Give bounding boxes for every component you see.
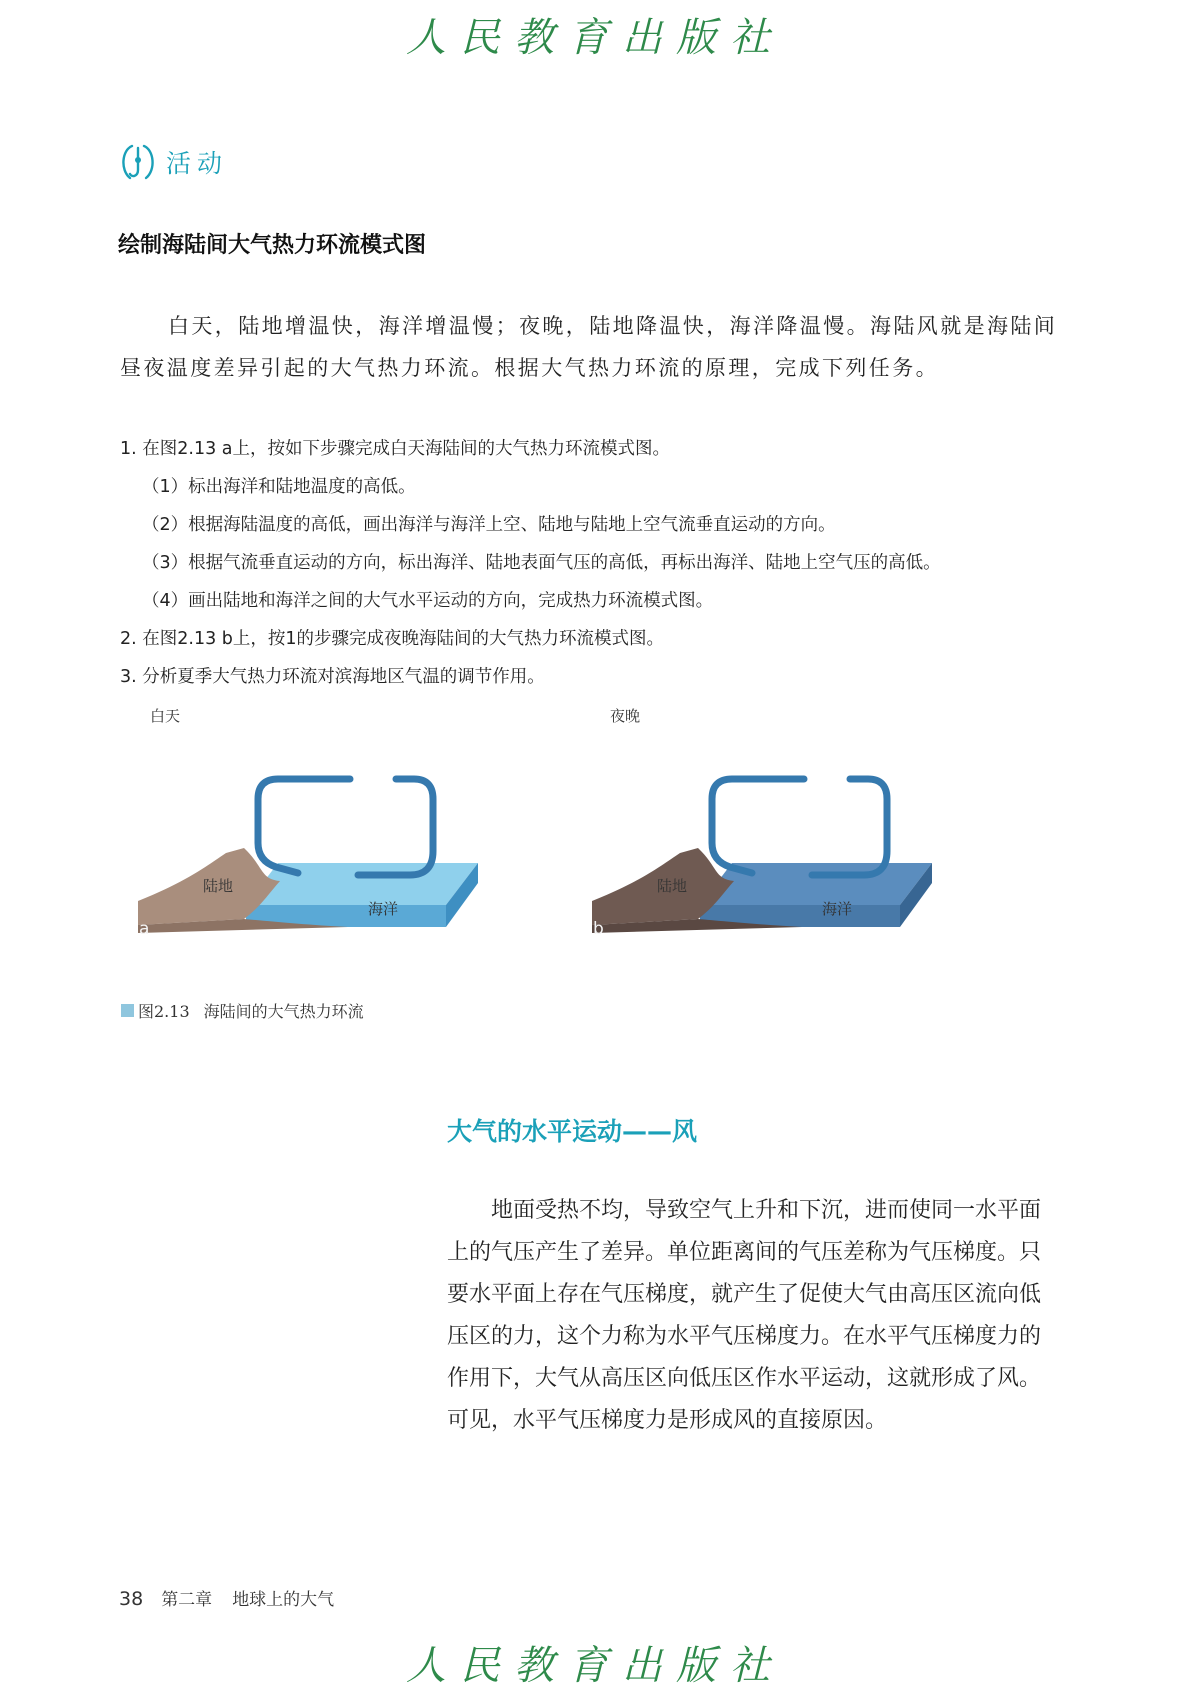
land-label: 陆地 [657, 877, 688, 895]
sea-label: 海洋 [368, 900, 399, 918]
task-item: 1. 在图2.13 a上，按如下步骤完成白天海陆间的大气热力环流模式图。 [120, 439, 671, 459]
body-paragraph: 地面受热不均，导致空气上升和下沉，进而使同一水平面上的气压产生了差异。单位距离间的气压差称为气压梯度。只要水平面上存在气压梯度，就产生了促使大气由高压区流向低压区的力，这个力称为水平气压梯度力。在水平气压梯度力的作用下，大气从高压区向低压区作水平运动，这就形成了风。可见，水平气压梯度力是形成风的直接原因。 [447, 1198, 1042, 1433]
figure-letter: a [139, 919, 150, 939]
figure-time-label: 夜晚 [610, 707, 641, 725]
page-footer [119, 1585, 334, 1610]
publisher-watermark-top: 人民教育出版社 [406, 15, 784, 61]
caption-number: 图2.13 [138, 1002, 190, 1021]
section-body [447, 1190, 1059, 1442]
task-subitem: （3）根据气流垂直运动的方向，标出海洋、陆地表面气压的高低，再标出海洋、陆地上空气压的高低。 [142, 553, 941, 573]
activity-header [118, 140, 228, 184]
task-subitem: （4）画出陆地和海洋之间的大气水平运动的方向，完成热力环流模式图。 [142, 591, 714, 611]
page-number: 38 [119, 1588, 144, 1610]
figure-caption [121, 999, 364, 1022]
sea-label: 海洋 [822, 900, 853, 918]
land-label: 陆地 [203, 877, 234, 895]
task-item: 2. 在图2.13 b上，按1的步骤完成夜晚海陆间的大气热力环流模式图。 [120, 629, 665, 649]
chapter-number: 第二章 [161, 1590, 213, 1610]
intro-paragraph: 白天，陆地增温快，海洋增温慢；夜晚，陆地降温快，海洋降温慢。海陆风就是海陆间昼夜温度差异引起的大气热力环流。根据大气热力环流的原理，完成下列任务。 [120, 314, 1058, 380]
activity-intro [120, 305, 1070, 389]
task-subitem: （2）根据海陆温度的高低，画出海洋与海洋上空、陆地与陆地上空气流垂直运动的方向。 [142, 515, 836, 535]
task-list [120, 430, 1080, 696]
activity-icon [118, 140, 158, 184]
figure-day [128, 707, 503, 955]
section-title: 大气的水平运动——风 [447, 1117, 698, 1146]
chapter-title: 地球上的大气 [232, 1590, 335, 1610]
caption-marker-icon [121, 1004, 134, 1017]
activity-label: 活动 [166, 149, 229, 178]
figure-letter: b [593, 919, 604, 939]
figure-night [582, 707, 957, 955]
caption-text: 海陆间的大气热力环流 [203, 1002, 364, 1021]
day-diagram [128, 755, 503, 955]
task-item: 3. 分析夏季大气热力环流对滨海地区气温的调节作用。 [120, 667, 545, 687]
task-subitem: （1）标出海洋和陆地温度的高低。 [142, 477, 416, 497]
activity-title: 绘制海陆间大气热力环流模式图 [118, 233, 427, 258]
publisher-watermark-bottom: 人民教育出版社 [406, 1643, 784, 1689]
figure-time-label: 白天 [150, 707, 181, 725]
night-diagram [582, 755, 957, 955]
